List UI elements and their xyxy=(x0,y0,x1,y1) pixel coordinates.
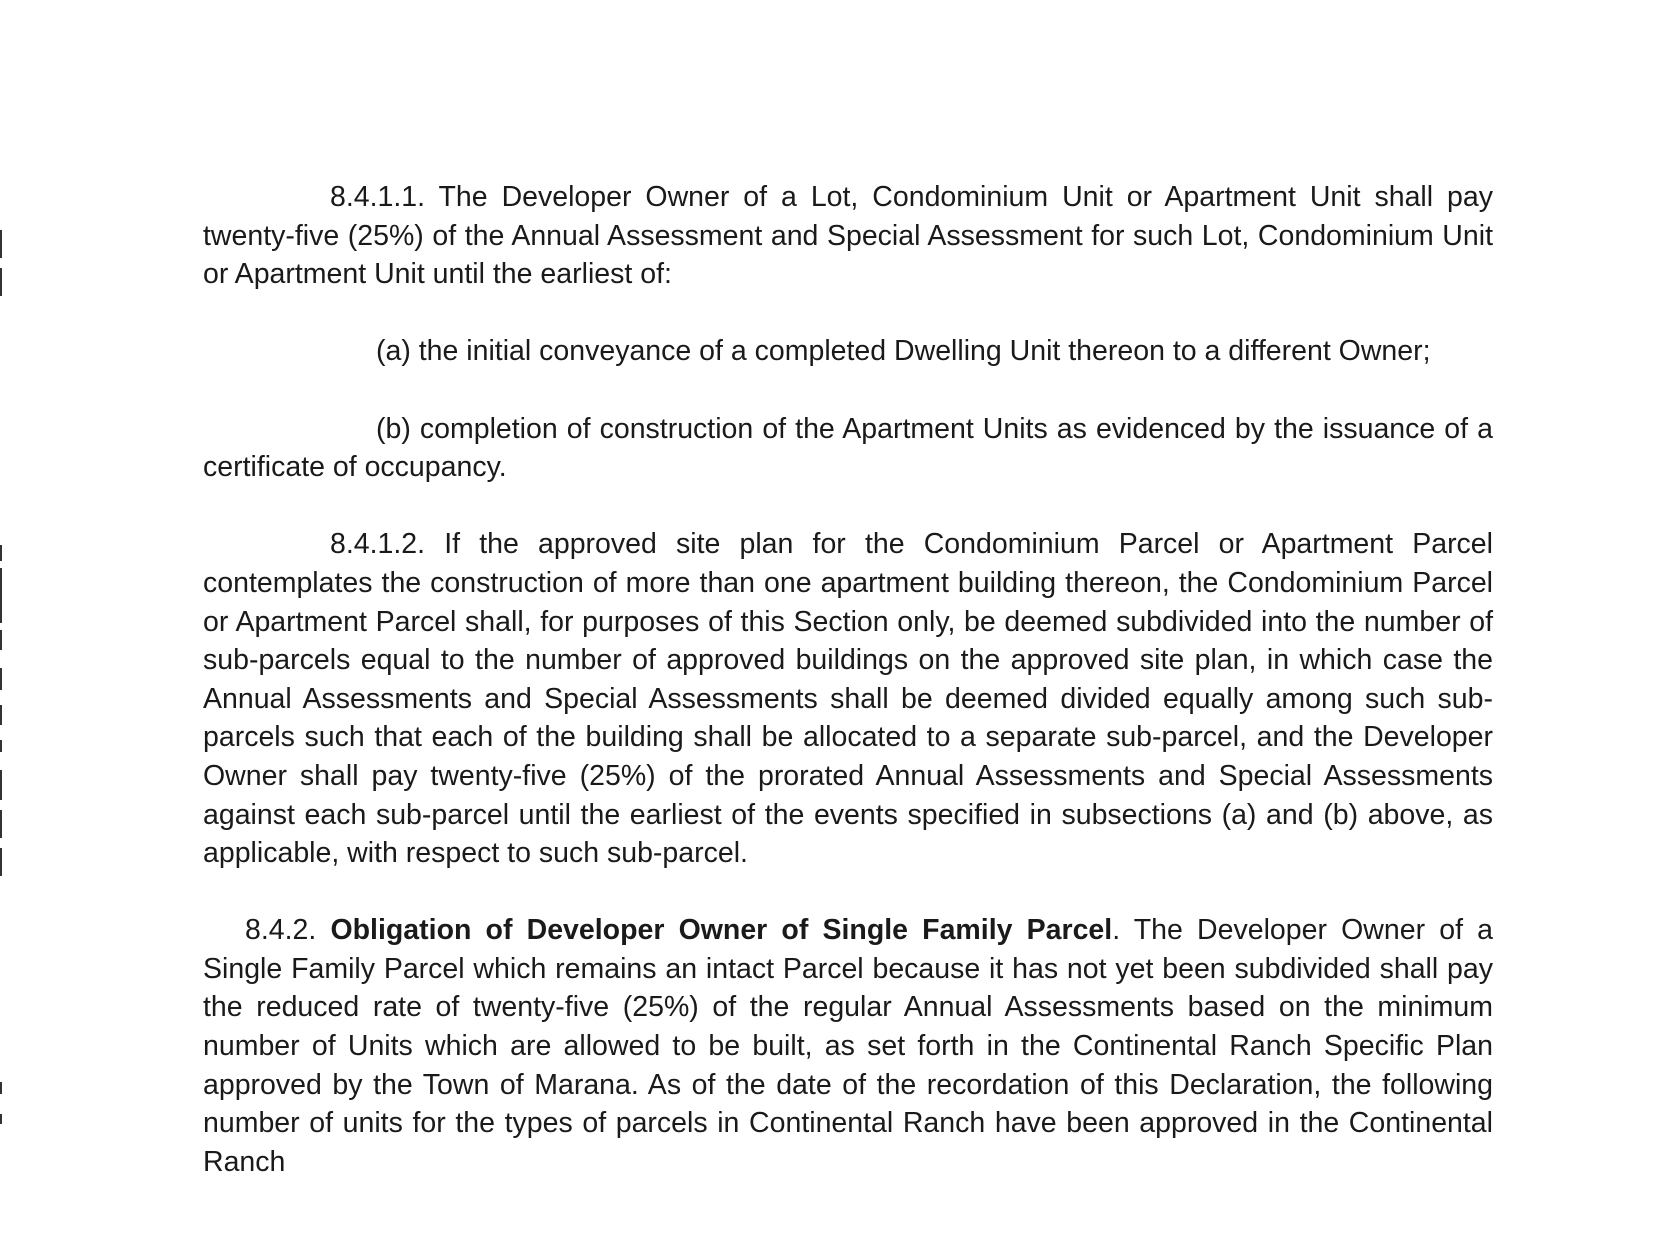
section-heading: Obligation of Developer Owner of Single Family Parcel xyxy=(330,914,1113,947)
revision-bar xyxy=(0,810,2,838)
revision-bar xyxy=(0,740,2,752)
revision-bar xyxy=(0,1114,2,1124)
revision-bar xyxy=(0,630,2,650)
revision-bar xyxy=(0,268,2,296)
section-text: . The Developer Owner of a Single Family Parcel which remains an intact Parcel because it has not yet been subdivided shall pay the reduced rate of twenty-five (25%) of the regular Annual Assessments based on the minimum number of Units which are allowed to be built, as set forth in the Continental Ranch Specific Plan approved by the Town of Marana. As of the date of the recordation of this Declaration, the following number of units for the types of parcels in Continental Ranch have been approved in the Continental Ranch xyxy=(203,914,1493,1178)
paragraph-8-4-2 xyxy=(203,911,1493,1181)
revision-bar xyxy=(0,848,2,876)
revision-bar xyxy=(0,770,2,800)
revision-bar xyxy=(0,545,2,561)
section-number: 8.4.2. xyxy=(245,914,317,947)
paragraph-8-4-1-2: 8.4.1.2. If the approved site plan for the Condominium Parcel or Apartment Parcel contemplates the construction of more than one apartment building thereon, the Condominium Parcel or Apartment Parcel shall, for purposes of this Section only, be deemed subdivided into the number of sub-parcels equal to the number of approved buildings on the approved site plan, in which case the Annual Assessments and Special Assessments shall be deemed divided equally among such sub-parcels such that each of the building shall be allocated to a separate sub-parcel, and the Developer Owner shall pay twenty-five (25%) of the prorated Annual Assessments and Special Assessments against each sub-parcel until the earliest of the events specified in subsections (a) and (b) above, as applicable, with respect to such sub-parcel. xyxy=(203,528,1493,870)
paragraph-subsection-a: (a) the initial conveyance of a completed Dwelling Unit thereon to a different Owner; xyxy=(376,335,1431,368)
paragraph-subsection-b: (b) completion of construction of the Apartment Units as evidenced by the issuance of a certificate of occupancy. xyxy=(203,412,1493,484)
revision-bar xyxy=(0,668,2,690)
document-body xyxy=(203,178,1493,1181)
revision-bar xyxy=(0,230,2,258)
revision-bar xyxy=(0,1082,2,1094)
revision-bar xyxy=(0,705,2,725)
revision-bar xyxy=(0,568,2,623)
paragraph-8-4-1-1: 8.4.1.1. The Developer Owner of a Lot, Condominium Unit or Apartment Unit shall pay twenty-five (25%) of the Annual Assessment and Special Assessment for such Lot, Condominium Unit or Apartment Unit until the earliest of: xyxy=(203,181,1493,291)
